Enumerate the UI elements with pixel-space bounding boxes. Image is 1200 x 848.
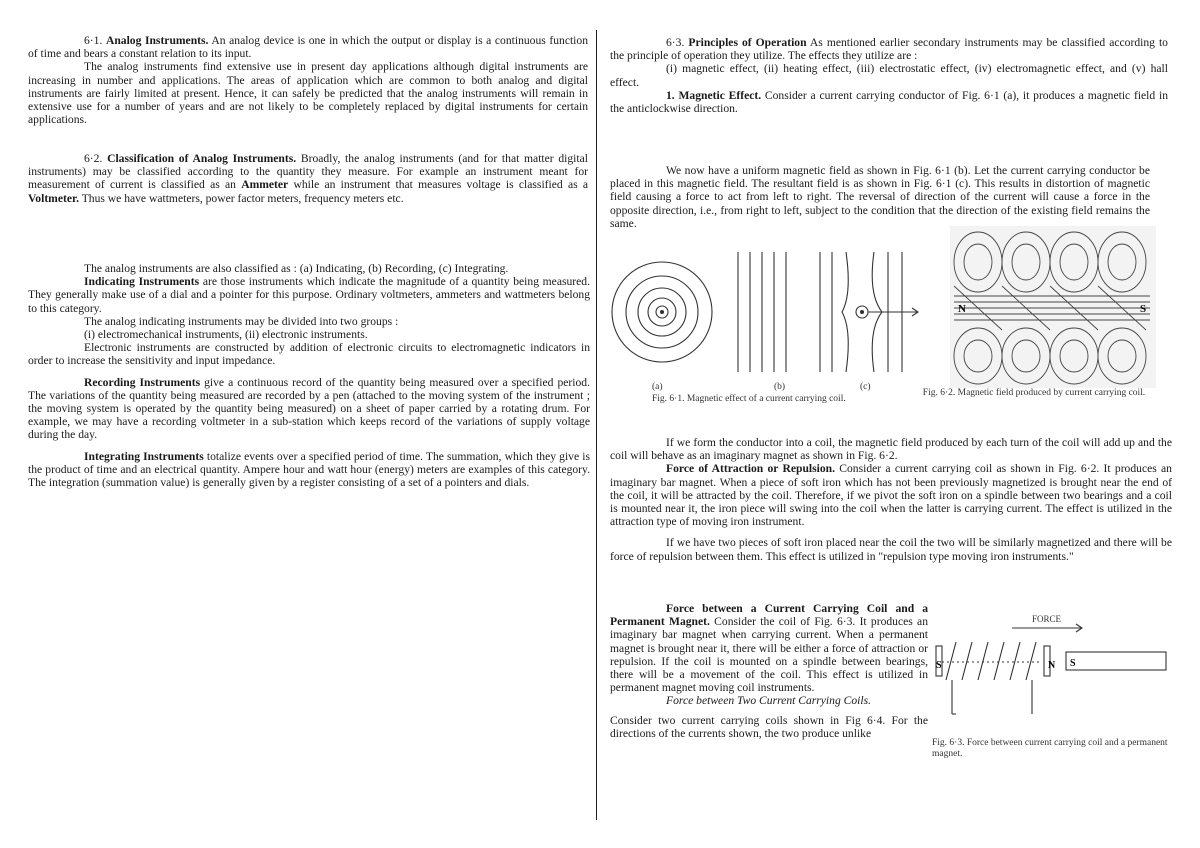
paragraph: If we have two pieces of soft iron placed near the coil the two will be similarly magnetized and there will be force of repulsion between them. This effect is utilized in "repulsion type moving iron instruments." [610, 536, 1172, 563]
figure-6-2-drawing [950, 226, 1156, 388]
label-s: S [1140, 303, 1147, 315]
paragraph: The analog instruments are also classified as : (a) Indicating, (b) Recording, (c) Integrating. [84, 262, 509, 275]
paragraph: The analog instruments find extensive use in present day applications although digital instruments are increasing in number and applications. The areas of application which are common to both analog and digital instruments are fairly limited at present. Hence, it can safely be predicted that the analog instruments will remain in extensive use for a number of years and are not likely to be completely replaced by digital instruments for certain applications. [28, 60, 588, 127]
list-line: (i) electromechanical instruments, (ii) electronic instruments. [84, 328, 368, 342]
paragraph: We now have a uniform magnetic field as shown in Fig. 6·1 (b). Let the current carrying conductor be placed in this magnetic field. The resultant field is as shown in Fig. 6·1 (c). This results in distortion of magnetic field causing a force to act from left to right. The reversal of direction of the current will cause a force in the opposite direction, i.e., from right to left, subject to the condition that the direction of the existing field remains the same. [610, 164, 1150, 230]
uniform-field-paragraph [610, 164, 1150, 230]
section-6-2 [28, 152, 588, 205]
coil-block [610, 436, 1172, 563]
paragraph-part: Broadly, the analog instruments (and for that matter digital instruments) may be classified according to the quantity they measure. For example an instrument meant for measurement of current is classified as an [28, 152, 588, 192]
subsection-heading: Force of Attraction or Repulsion. [666, 462, 835, 476]
figure-caption: Fig. 6·1. Magnetic effect of a current carrying coil. [652, 394, 846, 404]
term-indicating: Indicating Instruments [84, 275, 200, 289]
label-b: (b) [774, 382, 786, 392]
label-n: N [958, 303, 966, 315]
item-number: 1. [666, 88, 675, 102]
paragraph: An analog device is one in which the output or display is a continuous function of time and bears a constant relation to its input. [28, 34, 589, 61]
section-6-3 [610, 36, 1168, 115]
force-label: FORCE [1032, 614, 1062, 624]
figure-6-3-drawing [932, 610, 1178, 730]
paragraph: Consider two current carrying coils shown in Fig 6·4. For the directions of the currents shown, the two produce unlike [610, 713, 928, 740]
paragraph: Consider a current carrying conductor of Fig. 6·1 (a), it produces a magnetic field in the anticlockwise direction. [610, 88, 1168, 116]
term-ammeter: Ammeter [241, 178, 289, 192]
section-number: 6·3. [666, 36, 685, 49]
section-6-1 [28, 34, 588, 126]
label-s2: S [1070, 658, 1076, 669]
figure-caption: Fig. 6·3. Force between current carrying coil and a permanent magnet. [932, 738, 1168, 759]
list-line: (i) magnetic effect, (ii) heating effect, (iii) electrostatic effect, (iv) electromagnetic effect, and (v) hall effect. [610, 62, 1168, 89]
figure-6-1-drawing [606, 244, 924, 394]
figure-caption: Fig. 6·2. Magnetic field produced by current carrying coil. [922, 388, 1146, 398]
section-heading: Principles of Operation [688, 36, 807, 49]
label-a: (a) [652, 382, 663, 392]
paragraph-part: while an instrument that measures voltage is classified as a [293, 178, 589, 192]
paragraph: If we form the conductor into a coil, the magnetic field produced by each turn of the coil will add up and the coil will behave as an imaginary magnet as shown in Fig. 6·2. [610, 436, 1172, 463]
paragraph-part: Thus we have wattmeters, power factor meters, frequency meters etc. [81, 191, 404, 205]
section-heading: Analog Instruments. [105, 34, 209, 47]
paragraph: give a continuous record of the quantity being measured over a specified period. The variations of the quantity being measured are recorded by a pen (attached to the moving system of the instrument ; the moving system is operated by the quantity being measured) on a sheet of paper carried by a rotating drum. For example, we may have a recording voltmeter in a sub-station which keeps record of the variations of supply voltage during the day. [28, 375, 590, 442]
paragraph: totalize events over a specified period of time. The summation, which they give is the product of time and an electrical quantity. Ampere hour and watt hour (energy) meters are examples of this category. The integration (summation value) is generally given by a register consisting of a set of a pointers and dials. [28, 449, 590, 490]
subsection-heading: Force between a Current Carrying Coil and a Permanent Magnet. [610, 602, 928, 629]
term-integrating: Integrating Instruments [84, 449, 204, 463]
paragraph: Consider a current carrying coil as shown in Fig. 6·2. It produces an imaginary bar magnet. When a piece of soft iron which has not been previously magnetized is brought near the end of the coil, it will be attracted by the coil. Therefore, if we pivot the soft iron on a spindle between two bearings and a coil is mounted near it, the iron piece will swing into the coil when the latter is carrying current. The effect is utilized in the attraction type of moving iron instrument. [610, 462, 1172, 529]
subsection-heading: Magnetic Effect. [678, 88, 762, 102]
label-c: (c) [860, 382, 871, 392]
label-s: S [936, 660, 942, 671]
paragraph: are those instruments which indicate the magnitude of a quantity being measured. They generally make use of a dial and a pointer for this purpose. Ordinary voltmeters, ammeters and wattmeters belong to this category. [28, 275, 590, 315]
section-heading: Classification of Analog Instruments. [107, 152, 297, 165]
subsection-heading: Force between Two Current Carrying Coils. [666, 694, 872, 708]
term-voltmeter: Voltmeter. [28, 191, 79, 205]
paragraph: Electronic instruments are constructed by addition of electronic circuits to electromagnetic indicators in order to increase the sensitivity and input impedance. [28, 341, 590, 368]
section-number: 6·1. [84, 34, 103, 47]
term-recording: Recording Instruments [84, 375, 201, 389]
section-number: 6·2. [84, 152, 103, 165]
paragraph: As mentioned earlier secondary instruments may be classified according to the principle of operation they utilize. The effects they utilize are : [610, 36, 1168, 63]
permanent-magnet-block [610, 602, 928, 740]
label-n: N [1048, 660, 1056, 671]
figure-6-1 [606, 244, 924, 414]
paragraph: The analog indicating instruments may be divided into two groups : [84, 314, 399, 328]
figure-6-2 [922, 226, 1156, 422]
column-divider [596, 30, 597, 820]
paragraph: Consider the coil of Fig. 6·3. It produces an imaginary bar magnet when carrying current. When a permanent magnet is brought near it, there will be either a force of attraction or repulsion. If the coil is mounted on a spindle between bearings, there will be a movement of the coil. This effect is utilized in permanent magnet moving coil instruments. [610, 615, 928, 695]
classification-block [28, 262, 590, 489]
figure-6-3 [932, 610, 1178, 770]
